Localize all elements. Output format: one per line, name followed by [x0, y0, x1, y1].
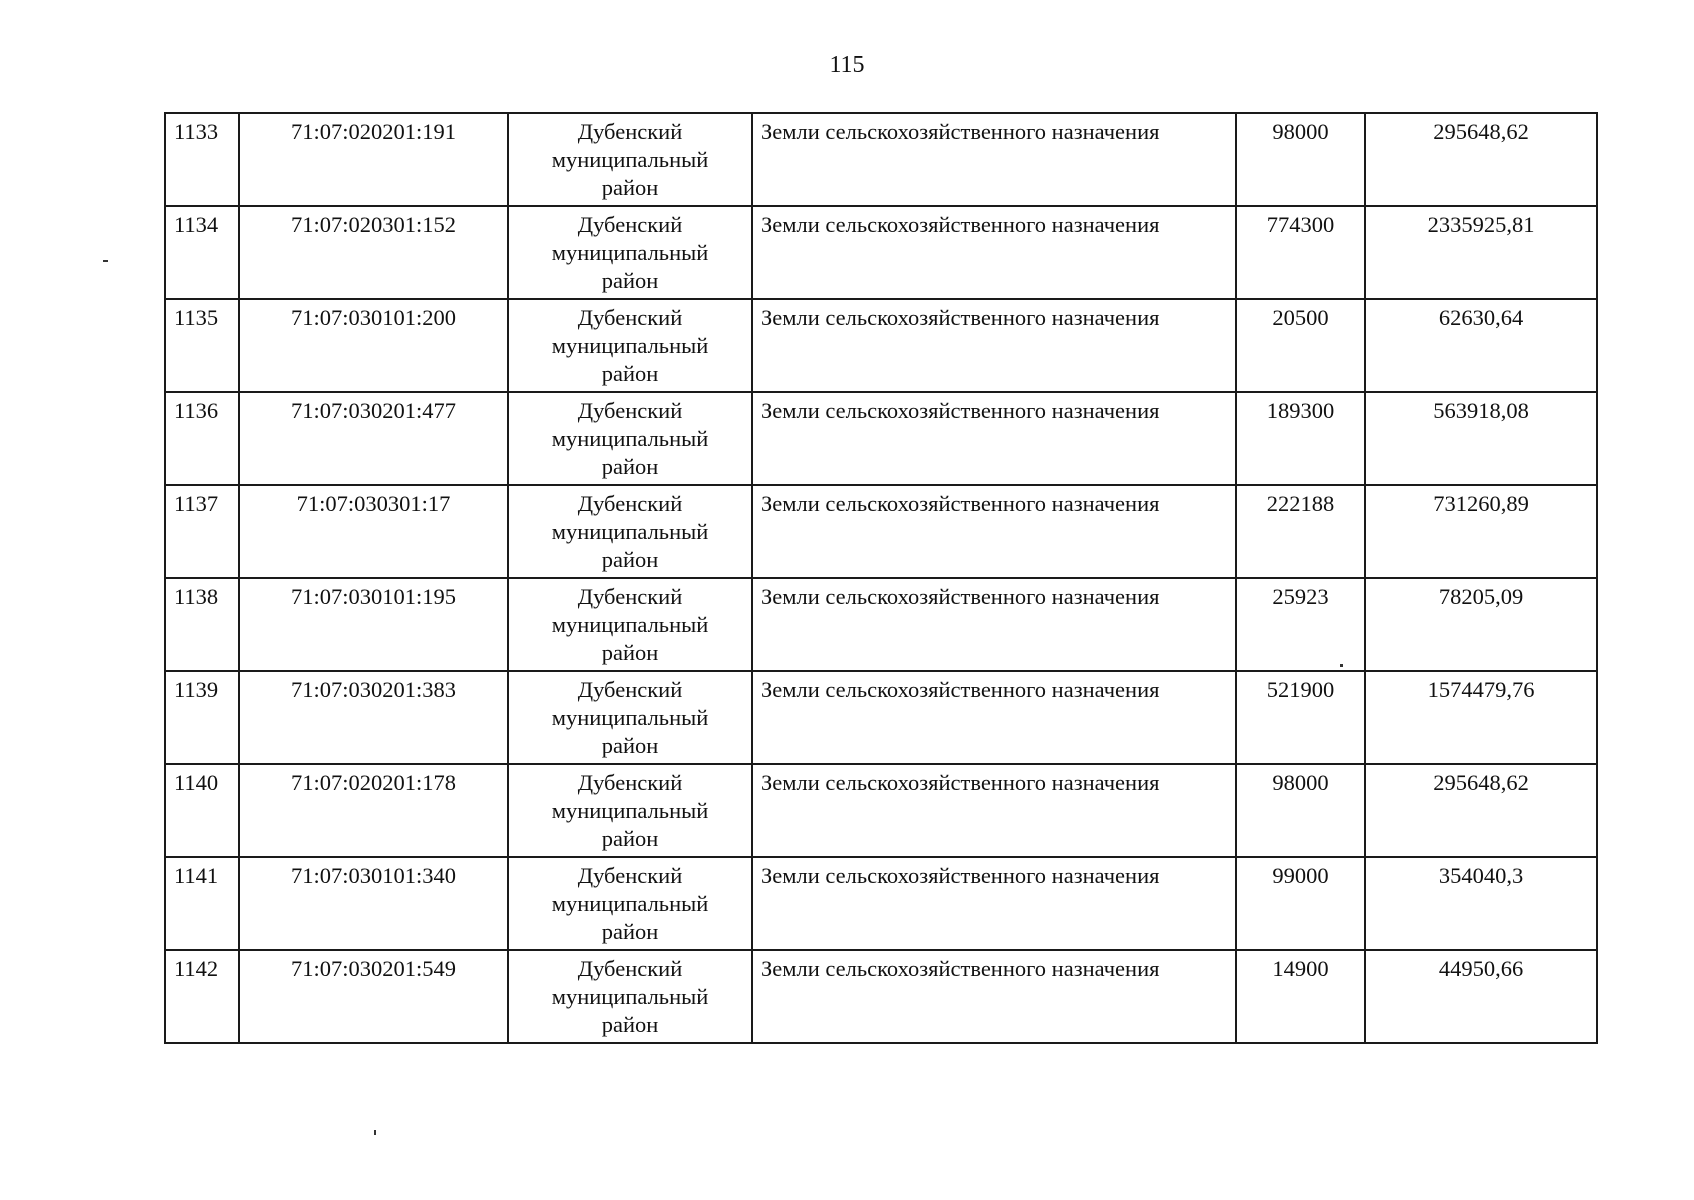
- municipality-line: район: [601, 1012, 659, 1037]
- municipality-cell: [508, 206, 752, 299]
- row-number-cell: 1139: [165, 671, 239, 764]
- table-row: [165, 950, 1597, 1043]
- row-number-cell: 1142: [165, 950, 239, 1043]
- municipality-line: Дубенский: [577, 212, 683, 237]
- table-row: [165, 392, 1597, 485]
- row-number-cell: 1140: [165, 764, 239, 857]
- cadastral-value-cell: 354040,3: [1365, 857, 1597, 950]
- cadastral-value-cell: 1574479,76: [1365, 671, 1597, 764]
- cadastral-number-cell: 71:07:030201:477: [239, 392, 508, 485]
- cadastral-value-cell: 731260,89: [1365, 485, 1597, 578]
- table-row: [165, 578, 1597, 671]
- municipality-line: район: [601, 268, 659, 293]
- municipality-line: район: [601, 733, 659, 758]
- land-category-cell: Земли сельскохозяйственного назначения: [752, 671, 1236, 764]
- cadastral-value-cell: 2335925,81: [1365, 206, 1597, 299]
- municipality-line: Дубенский: [577, 491, 683, 516]
- municipality-line: муниципальный: [551, 984, 709, 1009]
- municipality-line: муниципальный: [551, 147, 709, 172]
- area-cell: 14900: [1236, 950, 1365, 1043]
- area-cell: 222188: [1236, 485, 1365, 578]
- municipality-cell: [508, 299, 752, 392]
- municipality-line: район: [601, 175, 659, 200]
- municipality-line: Дубенский: [577, 119, 683, 144]
- scan-speck: [374, 1130, 376, 1135]
- municipality-cell: [508, 764, 752, 857]
- cadastral-number-cell: 71:07:030201:383: [239, 671, 508, 764]
- municipality-line: муниципальный: [551, 705, 709, 730]
- table-row: [165, 671, 1597, 764]
- municipality-line: Дубенский: [577, 305, 683, 330]
- municipality-line: район: [601, 361, 659, 386]
- municipality-line: район: [601, 640, 659, 665]
- page-number: 115: [829, 52, 865, 78]
- table-row: [165, 299, 1597, 392]
- table-row: [165, 857, 1597, 950]
- row-number-cell: 1133: [165, 113, 239, 206]
- municipality-line: Дубенский: [577, 956, 683, 981]
- cadastral-value-cell: 295648,62: [1365, 113, 1597, 206]
- cadastral-number-cell: 71:07:030201:549: [239, 950, 508, 1043]
- municipality-line: Дубенский: [577, 863, 683, 888]
- cadastral-value-cell: 78205,09: [1365, 578, 1597, 671]
- row-number-cell: 1141: [165, 857, 239, 950]
- municipality-line: Дубенский: [577, 398, 683, 423]
- land-category-cell: Земли сельскохозяйственного назначения: [752, 113, 1236, 206]
- municipality-cell: [508, 950, 752, 1043]
- municipality-line: муниципальный: [551, 333, 709, 358]
- cadastral-number-cell: 71:07:020301:152: [239, 206, 508, 299]
- cadastral-value-cell: 295648,62: [1365, 764, 1597, 857]
- cadastral-number-cell: 71:07:030101:200: [239, 299, 508, 392]
- land-category-cell: Земли сельскохозяйственного назначения: [752, 857, 1236, 950]
- cadastral-value-cell: 62630,64: [1365, 299, 1597, 392]
- cadastral-number-cell: 71:07:030101:195: [239, 578, 508, 671]
- municipality-line: район: [601, 919, 659, 944]
- land-category-cell: Земли сельскохозяйственного назначения: [752, 206, 1236, 299]
- cadastral-number-cell: 71:07:030101:340: [239, 857, 508, 950]
- municipality-line: Дубенский: [577, 770, 683, 795]
- municipality-line: Дубенский: [577, 677, 683, 702]
- municipality-line: муниципальный: [551, 426, 709, 451]
- cadastral-number-cell: 71:07:030301:17: [239, 485, 508, 578]
- cadastral-value-cell: 563918,08: [1365, 392, 1597, 485]
- land-plot-table: [164, 112, 1598, 1044]
- table-body: [165, 113, 1597, 1043]
- land-category-cell: Земли сельскохозяйственного назначения: [752, 578, 1236, 671]
- area-cell: 20500: [1236, 299, 1365, 392]
- municipality-cell: [508, 113, 752, 206]
- municipality-line: Дубенский: [577, 584, 683, 609]
- row-number-cell: 1138: [165, 578, 239, 671]
- table-row: [165, 485, 1597, 578]
- area-cell: 189300: [1236, 392, 1365, 485]
- area-cell: 521900: [1236, 671, 1365, 764]
- municipality-line: район: [601, 454, 659, 479]
- municipality-cell: [508, 857, 752, 950]
- municipality-cell: [508, 392, 752, 485]
- municipality-line: муниципальный: [551, 612, 709, 637]
- row-number-cell: 1136: [165, 392, 239, 485]
- land-category-cell: Земли сельскохозяйственного назначения: [752, 485, 1236, 578]
- municipality-cell: [508, 485, 752, 578]
- row-number-cell: 1134: [165, 206, 239, 299]
- area-cell: 25923: [1236, 578, 1365, 671]
- table-row: [165, 764, 1597, 857]
- area-cell: 774300: [1236, 206, 1365, 299]
- municipality-line: район: [601, 547, 659, 572]
- area-cell: 98000: [1236, 764, 1365, 857]
- area-cell: 98000: [1236, 113, 1365, 206]
- municipality-cell: [508, 671, 752, 764]
- land-category-cell: Земли сельскохозяйственного назначения: [752, 764, 1236, 857]
- municipality-line: муниципальный: [551, 240, 709, 265]
- row-number-cell: 1137: [165, 485, 239, 578]
- land-category-cell: Земли сельскохозяйственного назначения: [752, 299, 1236, 392]
- cadastral-number-cell: 71:07:020201:178: [239, 764, 508, 857]
- scan-speck: [103, 260, 108, 262]
- land-category-cell: Земли сельскохозяйственного назначения: [752, 950, 1236, 1043]
- municipality-line: муниципальный: [551, 891, 709, 916]
- scan-speck: [1340, 664, 1343, 667]
- row-number-cell: 1135: [165, 299, 239, 392]
- municipality-line: муниципальный: [551, 798, 709, 823]
- cadastral-number-cell: 71:07:020201:191: [239, 113, 508, 206]
- table-row: [165, 206, 1597, 299]
- municipality-line: район: [601, 826, 659, 851]
- table-row: [165, 113, 1597, 206]
- land-category-cell: Земли сельскохозяйственного назначения: [752, 392, 1236, 485]
- municipality-line: муниципальный: [551, 519, 709, 544]
- cadastral-value-cell: 44950,66: [1365, 950, 1597, 1043]
- municipality-cell: [508, 578, 752, 671]
- area-cell: 99000: [1236, 857, 1365, 950]
